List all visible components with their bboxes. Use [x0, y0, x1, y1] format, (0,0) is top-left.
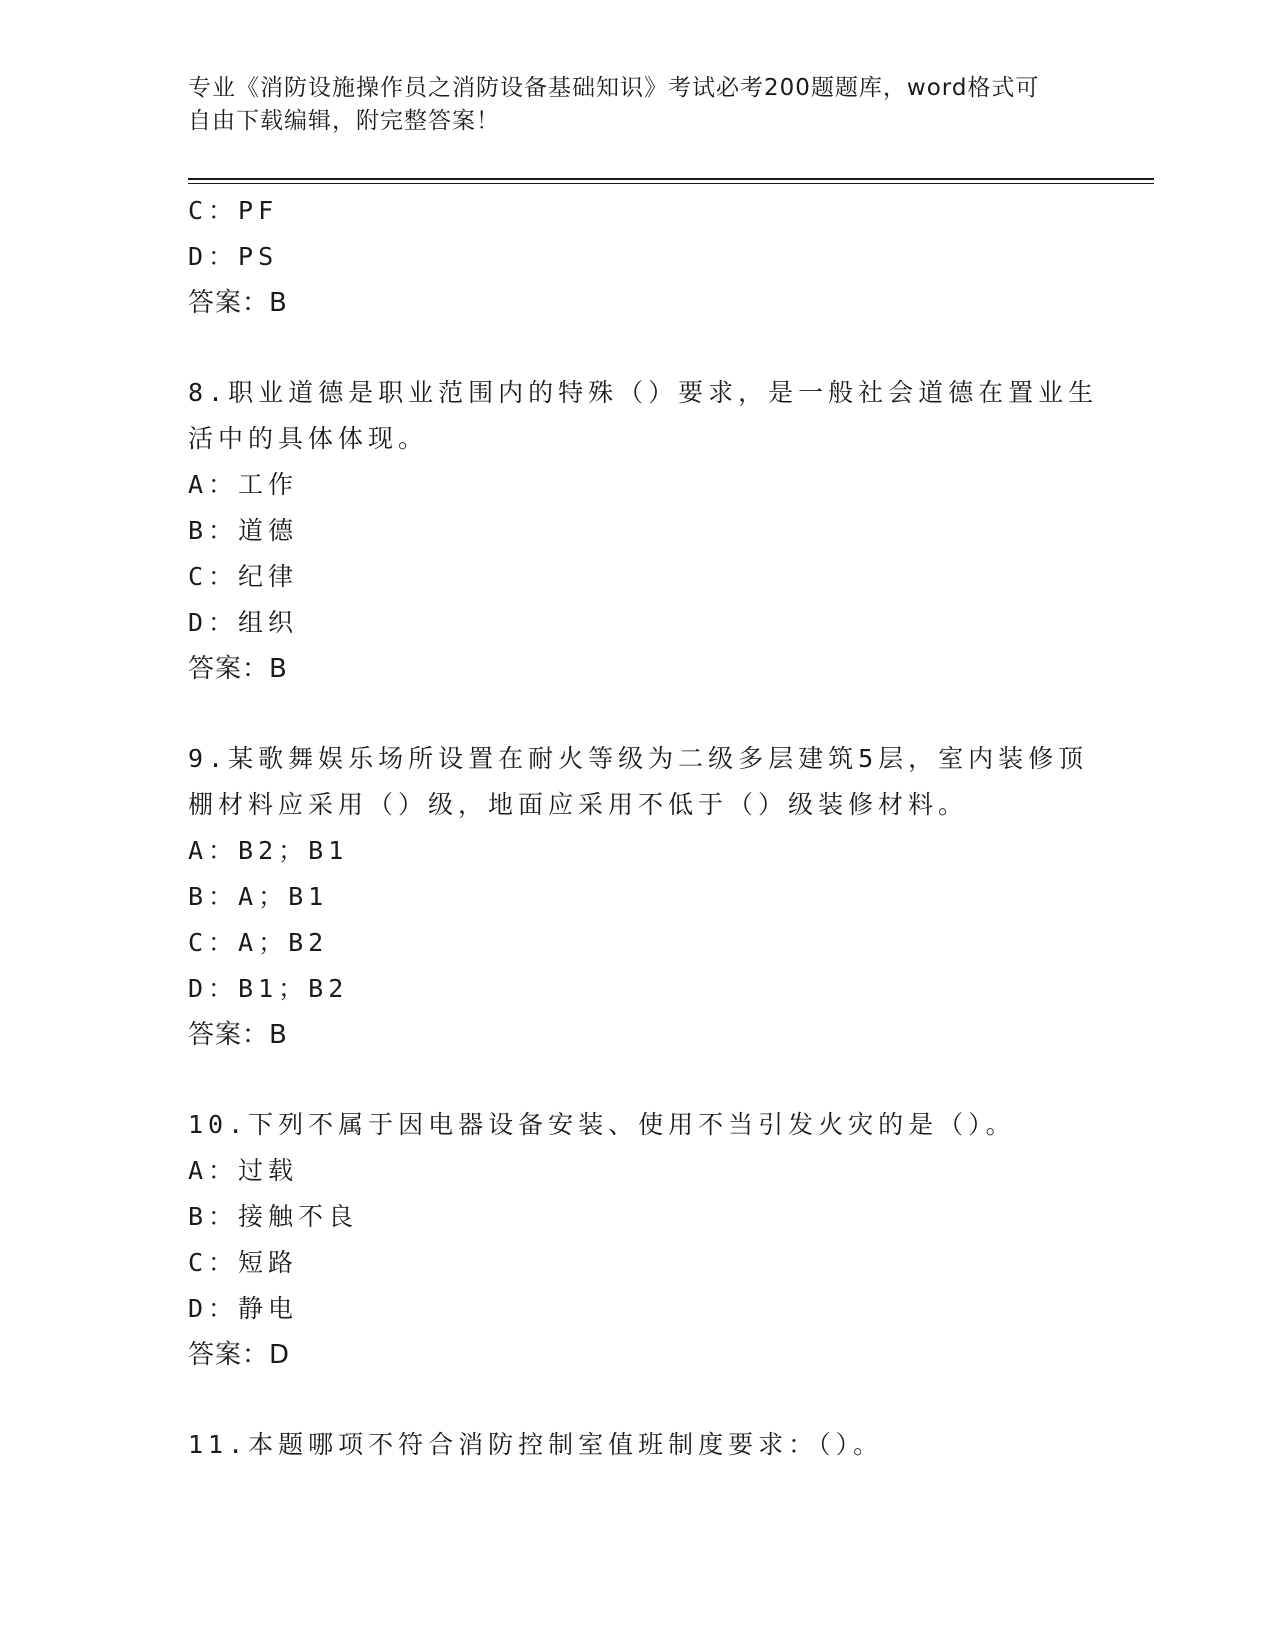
option-d: D：PS	[188, 242, 279, 271]
question-8	[188, 370, 1108, 692]
option-a: A：工作	[188, 470, 299, 499]
option-b: B：接触不良	[188, 1202, 359, 1231]
document-body	[188, 188, 1108, 1468]
spacer	[188, 326, 1108, 370]
option-a: A：B2；B1	[188, 836, 349, 865]
spacer	[188, 692, 1108, 736]
question-stem-line: 10.下列不属于因电器设备安装、使用不当引发火灾的是（）。	[188, 1110, 1016, 1139]
document-header	[188, 72, 1068, 138]
partial-question	[188, 188, 1108, 326]
option-b: B：A；B1	[188, 882, 329, 911]
option-d: D：静电	[188, 1294, 299, 1323]
header-rule-thin	[188, 183, 1154, 184]
option-d: D：组织	[188, 608, 299, 637]
option-b: B：道德	[188, 516, 299, 545]
header-line-2: 自由下载编辑，附完整答案！	[188, 108, 500, 134]
spacer	[188, 1058, 1108, 1102]
question-stem-line: 9.某歌舞娱乐场所设置在耐火等级为二级多层建筑5层，室内装修顶	[188, 744, 1089, 773]
question-stem-line: 11.本题哪项不符合消防控制室值班制度要求：（）。	[188, 1430, 884, 1459]
question-11	[188, 1422, 1108, 1468]
question-stem-line: 棚材料应采用（）级，地面应采用不低于（）级装修材料。	[188, 790, 969, 819]
answer-line: 答案：B	[188, 1020, 288, 1050]
question-stem-line: 8.职业道德是职业范围内的特殊（）要求，是一般社会道德在置业生	[188, 378, 1099, 407]
answer-line: 答案：B	[188, 288, 288, 318]
spacer	[188, 1378, 1108, 1422]
header-line-1: 专业《消防设施操作员之消防设备基础知识》考试必考200题题库，word格式可	[188, 75, 1040, 101]
option-c: C：纪律	[188, 562, 299, 591]
answer-line: 答案：D	[188, 1340, 291, 1370]
option-c: C：PF	[188, 196, 279, 225]
question-10	[188, 1102, 1108, 1378]
answer-line: 答案：B	[188, 654, 288, 684]
option-d: D：B1；B2	[188, 974, 349, 1003]
question-9	[188, 736, 1108, 1058]
question-stem-line: 活中的具体体现。	[188, 424, 429, 453]
option-c: C：A；B2	[188, 928, 329, 957]
header-rule-thick	[188, 178, 1154, 180]
option-c: C：短路	[188, 1248, 299, 1277]
option-a: A：过载	[188, 1156, 299, 1185]
